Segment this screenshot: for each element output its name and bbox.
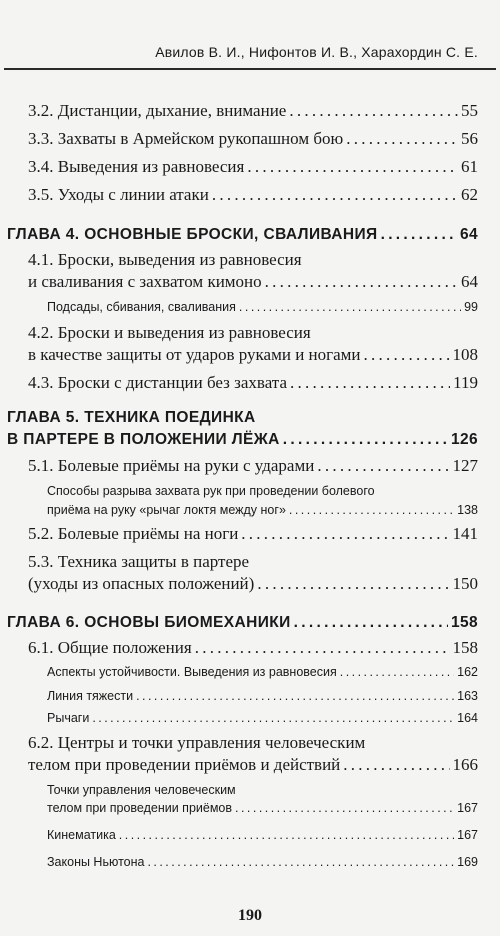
- toc-entry-title: в качестве защиты от ударов руками и ногами: [28, 345, 361, 364]
- leader-dots: [247, 157, 458, 174]
- toc-entry-6-2[interactable]: [28, 755, 478, 775]
- toc-entry-title: 3.5. Уходы с линии атаки: [28, 185, 209, 204]
- toc-subentry-page: 164: [457, 711, 478, 725]
- toc-entry-title: 3.2. Дистанции, дыхание, внимание: [28, 101, 287, 120]
- toc-entry-page: 108: [452, 345, 478, 364]
- leader-dots: [340, 665, 454, 678]
- toc-entry-title: 3.4. Выведения из равновесия: [28, 157, 245, 176]
- header-authors: Авилов В. И., Нифонтов И. В., Харахордин С. Е.: [155, 44, 478, 60]
- toc-entry-page: 166: [452, 755, 478, 774]
- toc-chapter-5[interactable]: [7, 431, 478, 449]
- toc-subentry-title: Аспекты устойчивости. Выведения из равновесия: [47, 665, 337, 679]
- toc-entry-title: 4.3. Броски с дистанции без захвата: [28, 373, 287, 392]
- leader-dots: [239, 300, 461, 313]
- toc-subentry-page: 163: [457, 689, 478, 703]
- toc-subentry-title: Линия тяжести: [47, 689, 134, 703]
- toc-entry-5-3-line1: 5.3. Техника защиты в партере: [28, 552, 250, 571]
- toc-entry-3-4[interactable]: [28, 157, 478, 177]
- leader-dots: [283, 431, 448, 447]
- toc-entry-3-5[interactable]: [28, 185, 478, 205]
- chapter-title: ГЛАВА 6. ОСНОВЫ БИОМЕХАНИКИ: [7, 614, 291, 631]
- toc-chapter-6[interactable]: [7, 614, 478, 632]
- leader-dots: [343, 755, 449, 772]
- toc-subentry-title: приёма на руку «рычаг локтя между ног»: [47, 503, 286, 517]
- leader-dots: [147, 855, 454, 868]
- toc-entry-4-1-line1: 4.1. Броски, выведения из равновесия: [28, 250, 302, 269]
- toc-entry-page: 64: [461, 272, 478, 291]
- toc-subentry-title: Рычаги: [47, 711, 90, 725]
- toc-entry-title: 3.3. Захваты в Армейском рукопашном бою: [28, 129, 344, 148]
- toc-entry-page: 127: [452, 456, 478, 475]
- toc-chapter-5-line1: ГЛАВА 5. ТЕХНИКА ПОЕДИНКА: [7, 409, 256, 426]
- toc-entry-page: 119: [453, 373, 478, 392]
- toc-entry-4-1[interactable]: [28, 272, 478, 292]
- chapter-title: В ПАРТЕРЕ В ПОЛОЖЕНИИ ЛЁЖА: [7, 431, 280, 448]
- toc-entry-6-1[interactable]: [28, 638, 478, 658]
- toc-entry-title: (уходы из опасных положений): [28, 574, 255, 593]
- leader-dots: [119, 828, 454, 841]
- leader-dots: [195, 638, 450, 655]
- toc-entry-4-3[interactable]: [28, 373, 478, 393]
- toc-entry-3-3[interactable]: [28, 129, 478, 149]
- chapter-title: ГЛАВА 4. ОСНОВНЫЕ БРОСКИ, СВАЛИВАНИЯ: [7, 226, 378, 243]
- leader-dots: [265, 272, 458, 289]
- toc-subentry-6-2b[interactable]: [47, 828, 478, 842]
- leader-dots: [257, 574, 449, 591]
- leader-dots: [346, 129, 458, 146]
- leader-dots: [241, 524, 449, 541]
- toc-subentry-6-2a-line1: Точки управления человеческим: [47, 783, 236, 797]
- toc-subentry-title: Законы Ньютона: [47, 855, 145, 869]
- leader-dots: [290, 373, 450, 390]
- leader-dots: [289, 101, 458, 118]
- leader-dots: [212, 185, 458, 202]
- toc-entry-title: 6.1. Общие положения: [28, 638, 192, 657]
- toc-subentry-5-1a[interactable]: [47, 503, 478, 517]
- toc-subentry-page: 99: [464, 300, 478, 314]
- leader-dots: [294, 614, 448, 630]
- chapter-page: 126: [450, 431, 478, 448]
- leader-dots: [136, 689, 454, 702]
- leader-dots: [317, 456, 449, 473]
- leader-dots: [289, 503, 454, 516]
- leader-dots: [364, 345, 450, 362]
- toc-chapter-4[interactable]: [7, 226, 478, 244]
- chapter-page: 64: [459, 226, 478, 243]
- toc-entry-page: 62: [461, 185, 478, 204]
- toc-subentry-title: Подсады, сбивания, сваливания: [47, 300, 236, 314]
- toc-entry-4-2[interactable]: [28, 345, 478, 365]
- toc-entry-page: 150: [452, 574, 478, 593]
- leader-dots: [381, 226, 457, 242]
- toc-subentry-page: 169: [457, 855, 478, 869]
- toc-entry-5-2[interactable]: [28, 524, 478, 544]
- toc-entry-title: 5.2. Болевые приёмы на ноги: [28, 524, 239, 543]
- toc-subentry-6-2c[interactable]: [47, 855, 478, 869]
- toc-subentry-title: Кинематика: [47, 828, 116, 842]
- toc-subentry-6-1b[interactable]: [47, 689, 478, 703]
- leader-dots: [235, 801, 454, 814]
- toc-entry-page: 158: [452, 638, 478, 657]
- toc-entry-6-2-line1: 6.2. Центры и точки управления человеческим: [28, 733, 366, 752]
- toc-subentry-page: 138: [457, 503, 478, 517]
- toc-subentry-6-2a[interactable]: [47, 801, 478, 815]
- toc-entry-page: 141: [452, 524, 478, 543]
- toc-entry-5-1[interactable]: [28, 456, 478, 476]
- toc-entry-page: 56: [461, 129, 478, 148]
- toc-entry-page: 61: [461, 157, 478, 176]
- toc-subentry-page: 167: [457, 801, 478, 815]
- toc-entry-page: 55: [461, 101, 478, 120]
- toc-entry-title: 5.1. Болевые приёмы на руки с ударами: [28, 456, 315, 475]
- toc-entry-5-3[interactable]: [28, 574, 478, 594]
- chapter-page: 158: [450, 614, 478, 631]
- toc-subentry-title: телом при проведении приёмов: [47, 801, 233, 815]
- toc-subentry-page: 167: [457, 828, 478, 842]
- toc-entry-3-2[interactable]: [28, 101, 478, 121]
- toc-subentry-page: 162: [457, 665, 478, 679]
- leader-dots: [92, 711, 454, 724]
- toc-subentry-6-1c[interactable]: [47, 711, 478, 725]
- page-number: 190: [238, 907, 262, 924]
- toc-subentry-4-1a[interactable]: [47, 300, 478, 314]
- toc-entry-4-2-line1: 4.2. Броски и выведения из равновесия: [28, 323, 311, 342]
- toc-subentry-6-1a[interactable]: [47, 665, 478, 679]
- toc-entry-title: телом при проведении приёмов и действий: [28, 755, 341, 774]
- toc-subentry-5-1a-line1: Способы разрыва захвата рук при проведении болевого: [47, 484, 375, 498]
- toc-entry-title: и сваливания с захватом кимоно: [28, 272, 262, 291]
